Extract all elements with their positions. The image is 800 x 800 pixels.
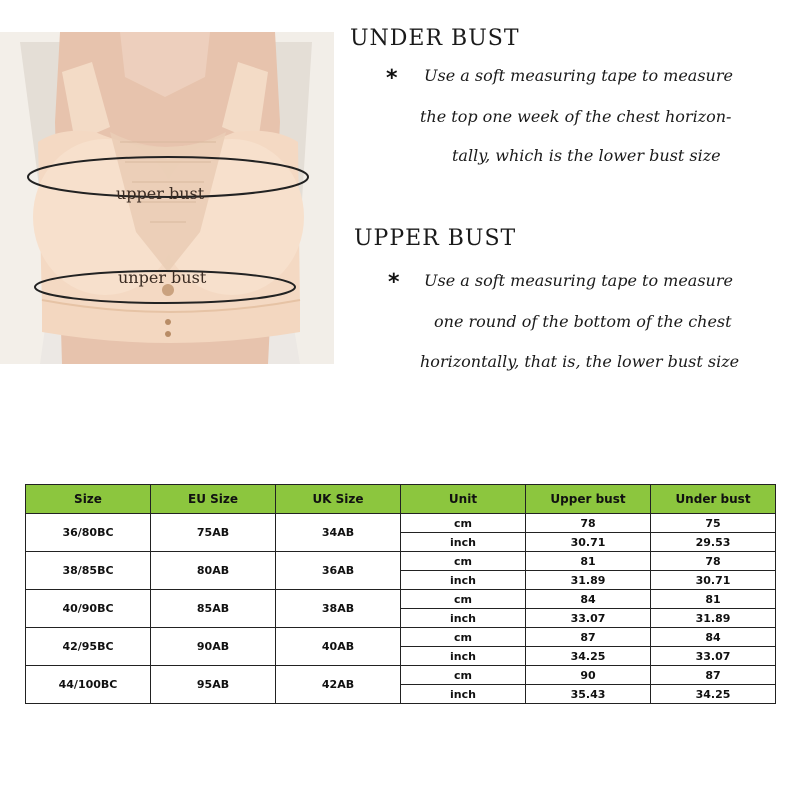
header-upper-bust: Upper bust <box>526 485 651 514</box>
under-bust-cell: 81 <box>651 590 776 609</box>
under-bust-cell: 31.89 <box>651 609 776 628</box>
eu-size-cell: 85AB <box>151 590 276 628</box>
size-cell: 36/80BC <box>26 514 151 552</box>
header-unit: Unit <box>401 485 526 514</box>
unit-cell: inch <box>401 609 526 628</box>
under-bust-cell: 78 <box>651 552 776 571</box>
upper-bust-cell: 84 <box>526 590 651 609</box>
under-bust-line-3: tally, which is the lower bust size <box>452 146 721 165</box>
bra-model-photo <box>0 32 334 364</box>
table-header-row <box>26 485 776 514</box>
uk-size-cell: 34AB <box>276 514 401 552</box>
header-uk-size: UK Size <box>276 485 401 514</box>
unit-cell: cm <box>401 666 526 685</box>
uk-size-cell: 38AB <box>276 590 401 628</box>
unit-cell: cm <box>401 514 526 533</box>
eu-size-cell: 80AB <box>151 552 276 590</box>
upper-bust-bullet: * <box>388 270 400 295</box>
uk-size-cell: 42AB <box>276 666 401 704</box>
table-row <box>26 552 776 571</box>
unit-cell: inch <box>401 533 526 552</box>
under-bust-cell: 30.71 <box>651 571 776 590</box>
under-bust-line-2: the top one week of the chest horizon- <box>420 107 732 126</box>
upper-bust-label: upper bust <box>116 184 205 203</box>
uk-size-cell: 40AB <box>276 628 401 666</box>
upper-bust-cell: 33.07 <box>526 609 651 628</box>
eu-size-cell: 75AB <box>151 514 276 552</box>
table-row <box>26 514 776 533</box>
upper-bust-line-2: one round of the bottom of the chest <box>434 312 732 331</box>
upper-bust-cell: 34.25 <box>526 647 651 666</box>
upper-bust-line-1: Use a soft measuring tape to measure <box>424 271 733 290</box>
size-cell: 44/100BC <box>26 666 151 704</box>
under-bust-cell: 75 <box>651 514 776 533</box>
under-bust-cell: 84 <box>651 628 776 647</box>
table-row <box>26 590 776 609</box>
upper-bust-cell: 87 <box>526 628 651 647</box>
size-chart-table <box>25 484 776 704</box>
upper-bust-cell: 78 <box>526 514 651 533</box>
unit-cell: cm <box>401 628 526 647</box>
unit-cell: inch <box>401 685 526 704</box>
upper-bust-cell: 35.43 <box>526 685 651 704</box>
eu-size-cell: 95AB <box>151 666 276 704</box>
under-bust-cell: 29.53 <box>651 533 776 552</box>
upper-bust-heading: UPPER BUST <box>354 226 517 251</box>
unit-cell: inch <box>401 571 526 590</box>
under-bust-cell: 33.07 <box>651 647 776 666</box>
under-bust-cell: 87 <box>651 666 776 685</box>
size-cell: 40/90BC <box>26 590 151 628</box>
size-cell: 42/95BC <box>26 628 151 666</box>
upper-bust-cell: 90 <box>526 666 651 685</box>
under-bust-bullet: * <box>386 66 398 91</box>
under-bust-heading: UNDER BUST <box>350 26 520 51</box>
header-under-bust: Under bust <box>651 485 776 514</box>
header-size: Size <box>26 485 151 514</box>
upper-bust-cell: 31.89 <box>526 571 651 590</box>
uk-size-cell: 36AB <box>276 552 401 590</box>
upper-bust-line-3: horizontally, that is, the lower bust size <box>420 352 740 371</box>
upper-bust-cell: 81 <box>526 552 651 571</box>
under-bust-label: unper bust <box>118 268 207 287</box>
size-cell: 38/85BC <box>26 552 151 590</box>
unit-cell: cm <box>401 590 526 609</box>
table-row <box>26 628 776 647</box>
under-bust-line-1: Use a soft measuring tape to measure <box>424 66 733 85</box>
table-row <box>26 666 776 685</box>
upper-bust-cell: 30.71 <box>526 533 651 552</box>
unit-cell: inch <box>401 647 526 666</box>
header-eu-size: EU Size <box>151 485 276 514</box>
under-bust-cell: 34.25 <box>651 685 776 704</box>
eu-size-cell: 90AB <box>151 628 276 666</box>
unit-cell: cm <box>401 552 526 571</box>
